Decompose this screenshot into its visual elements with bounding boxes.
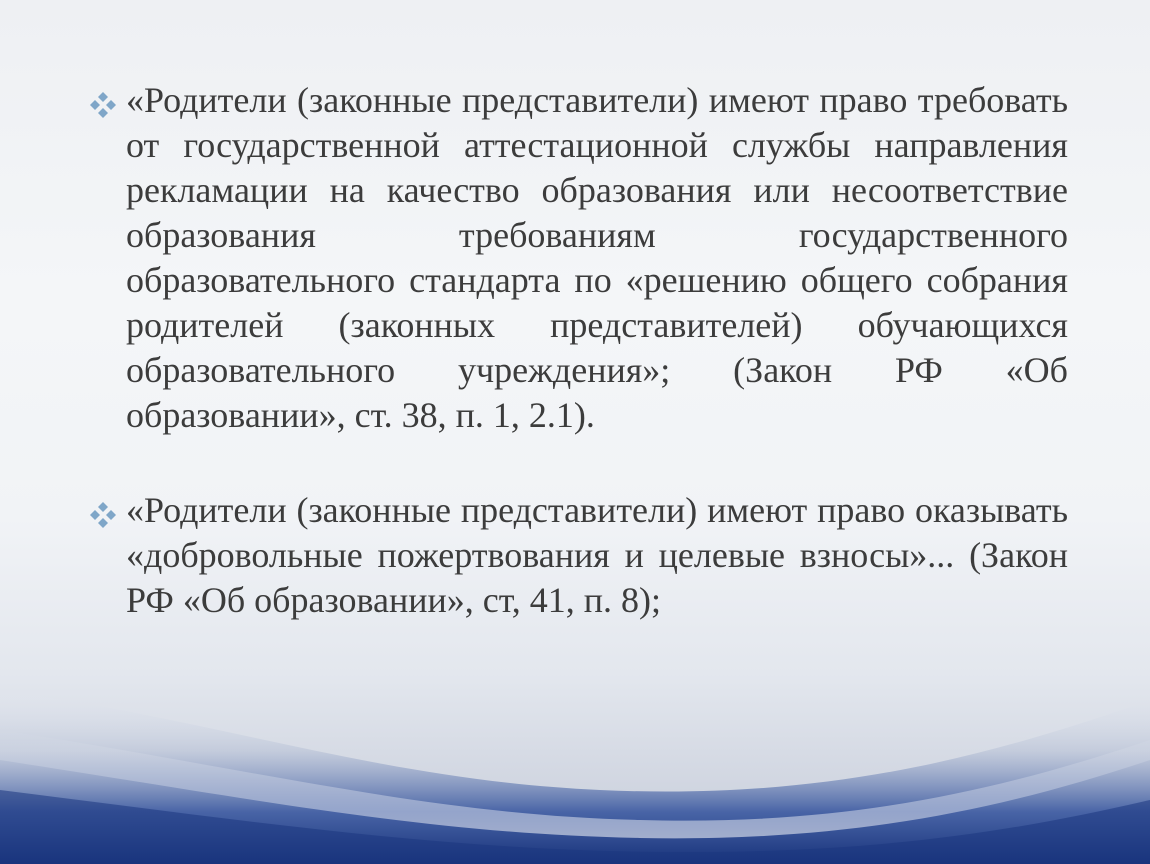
four-diamond-bullet-icon [88, 500, 118, 530]
bullet-item-2 [86, 488, 1068, 623]
bullet-item-1 [86, 78, 1068, 438]
bullet-text: «Родители (законные представители) имеют право оказывать «добровольные пожертвования и целевые взносы»... (Закон РФ «Об образовании», ст, 41, п. 8); [126, 490, 1068, 620]
bullet-list [86, 78, 1068, 673]
four-diamond-bullet-icon [88, 90, 118, 120]
bullet-text: «Родители (законные представители) имеют право требовать от государственной аттестационной службы направления рекламации на качество образования или несоответствие образования требованиям государственного образовательного стандарта по «решению общего собрания родителей (законных представителей) обучающихся образовательного учреждения»; (Закон РФ «Об образовании», ст. 38, п. 1, 2.1). [126, 80, 1068, 435]
